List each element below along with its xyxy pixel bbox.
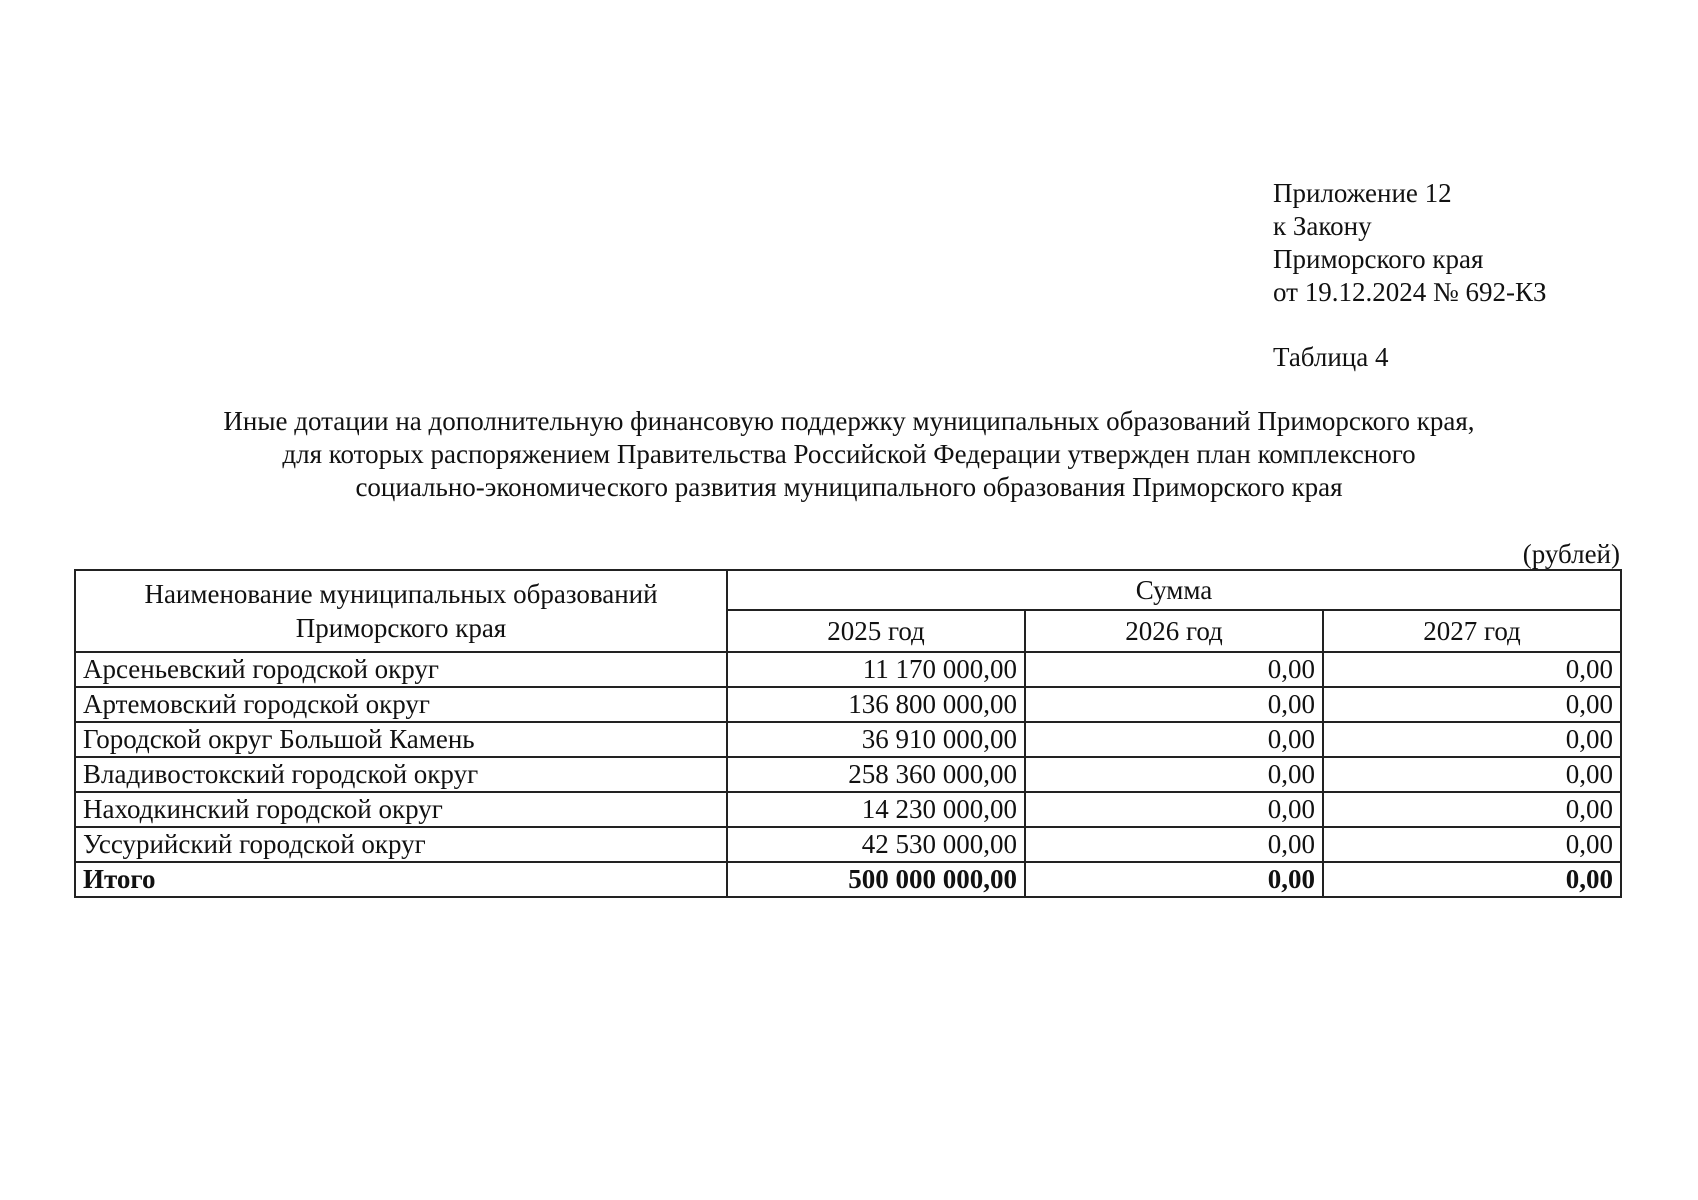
header-municipality: Наименование муниципальных образований Приморского края [75, 570, 727, 652]
header-year-2026: 2026 год [1025, 610, 1323, 652]
header-year-2025: 2025 год [727, 610, 1025, 652]
amount-2025: 136 800 000,00 [727, 687, 1025, 722]
header-year-2027: 2027 год [1323, 610, 1621, 652]
table-row [75, 827, 1621, 862]
amount-2025: 36 910 000,00 [727, 722, 1025, 757]
amount-2026: 0,00 [1025, 757, 1323, 792]
appendix-law: к Закону [1273, 211, 1372, 241]
amount-2027: 0,00 [1323, 687, 1621, 722]
total-label: Итого [75, 862, 727, 897]
amount-2026: 0,00 [1025, 827, 1323, 862]
subsidies-table [74, 569, 1622, 898]
amount-2027: 0,00 [1323, 827, 1621, 862]
amount-2025: 11 170 000,00 [727, 652, 1025, 687]
amount-2025: 42 530 000,00 [727, 827, 1025, 862]
table-row [75, 687, 1621, 722]
document-title [0, 405, 1698, 504]
municipality-name: Арсеньевский городской округ [75, 652, 727, 687]
municipality-name: Находкинский городской округ [75, 792, 727, 827]
title-line-1: Иные дотации на дополнительную финансовую поддержку муниципальных образований Приморского края, [223, 406, 1475, 436]
amount-2026: 0,00 [1025, 687, 1323, 722]
amount-2025: 258 360 000,00 [727, 757, 1025, 792]
header-row-1 [75, 570, 1621, 610]
total-2025: 500 000 000,00 [727, 862, 1025, 897]
table-row [75, 757, 1621, 792]
amount-2027: 0,00 [1323, 792, 1621, 827]
table-row [75, 652, 1621, 687]
amount-2026: 0,00 [1025, 792, 1323, 827]
table-row [75, 722, 1621, 757]
appendix-region: Приморского края [1273, 244, 1484, 274]
total-2026: 0,00 [1025, 862, 1323, 897]
amount-2027: 0,00 [1323, 757, 1621, 792]
appendix-date: от 19.12.2024 № 692-КЗ [1273, 277, 1547, 307]
municipality-name: Городской округ Большой Камень [75, 722, 727, 757]
header-sum: Сумма [727, 570, 1621, 610]
total-2027: 0,00 [1323, 862, 1621, 897]
table-number: Таблица 4 [1273, 342, 1389, 372]
title-line-3: социально-экономического развития муниципального образования Приморского края [355, 472, 1343, 502]
amount-2025: 14 230 000,00 [727, 792, 1025, 827]
amount-2026: 0,00 [1025, 652, 1323, 687]
municipality-name: Уссурийский городской округ [75, 827, 727, 862]
title-line-2: для которых распоряжением Правительства Российской Федерации утвержден план комплексного [282, 439, 1416, 469]
municipality-name: Артемовский городской округ [75, 687, 727, 722]
total-row [75, 862, 1621, 897]
table-row [75, 792, 1621, 827]
units-label: (рублей) [1522, 539, 1620, 569]
amount-2026: 0,00 [1025, 722, 1323, 757]
amount-2027: 0,00 [1323, 722, 1621, 757]
appendix-number: Приложение 12 [1273, 178, 1452, 208]
amount-2027: 0,00 [1323, 652, 1621, 687]
municipality-name: Владивостокский городской округ [75, 757, 727, 792]
appendix-reference [1273, 177, 1546, 309]
